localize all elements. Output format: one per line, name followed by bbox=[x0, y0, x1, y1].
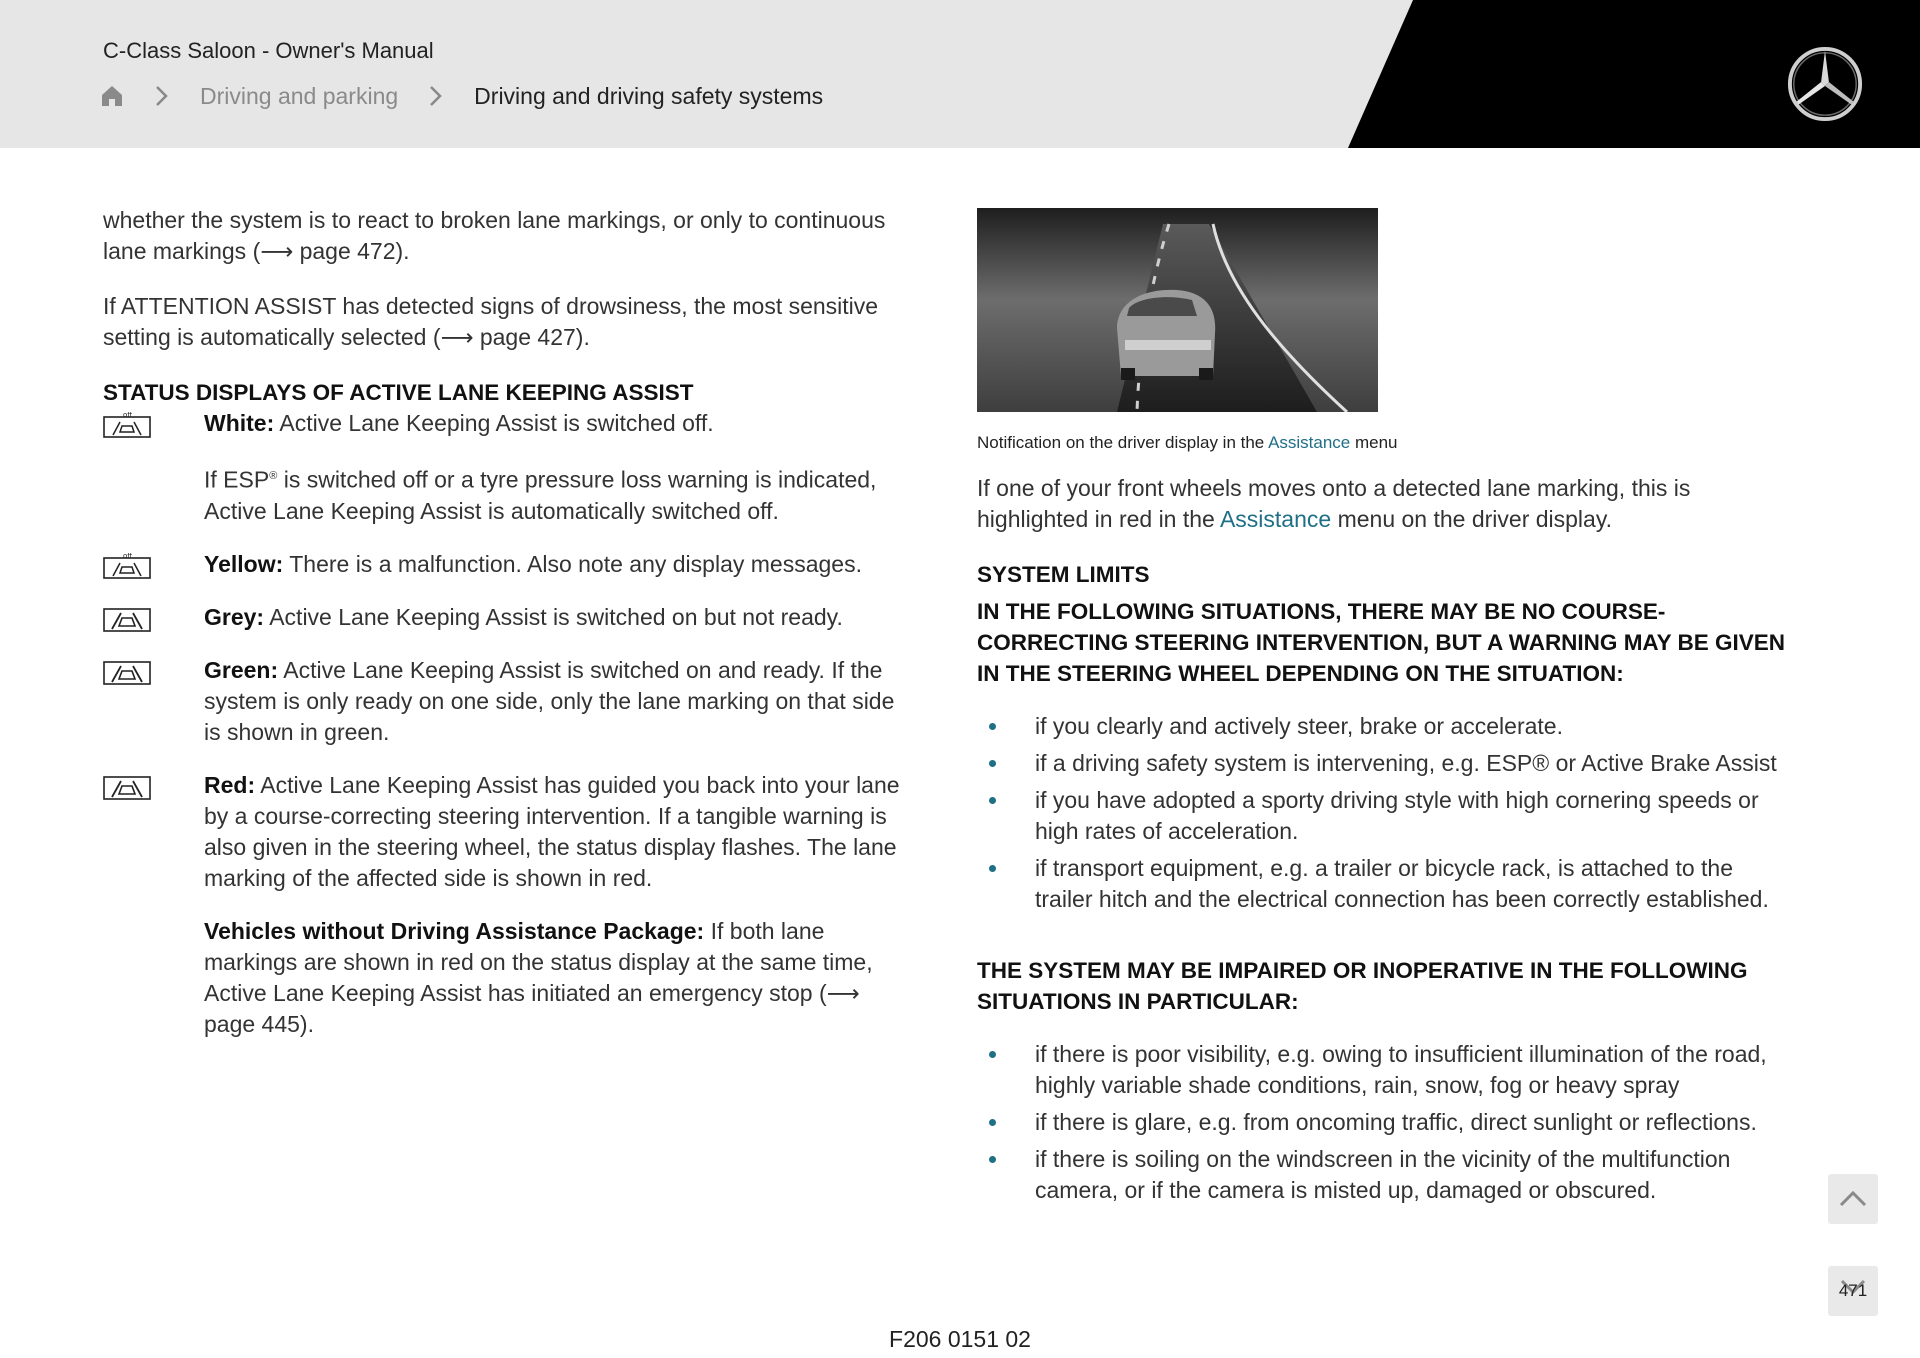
wheel-marking-paragraph: If one of your front wheels moves onto a detected lane marking, this is highlighted in red in the Assistance menu on the driver display. bbox=[977, 475, 1691, 532]
lane-keeping-off-icon bbox=[103, 553, 151, 579]
attention-assist-paragraph: If ATTENTION ASSIST has detected signs of drowsiness, the most sensitive setting is automatically selected (⟶ page 427). bbox=[103, 293, 879, 350]
status-row-red bbox=[103, 770, 903, 1040]
esp-note: If ESP® is switched off or a tyre pressure loss warning is indicated, Active Lane Keeping Assist is automatically switched off. bbox=[204, 466, 877, 524]
status-row-green bbox=[103, 655, 903, 748]
left-column bbox=[103, 205, 903, 1062]
list-item: if a driving safety system is intervening, e.g. ESP® or Active Brake Assist bbox=[977, 748, 1787, 779]
impaired-heading: THE SYSTEM MAY BE IMPAIRED OR INOPERATIVE IN THE FOLLOWING SITUATIONS IN PARTICULAR: bbox=[977, 958, 1748, 1014]
header-bar bbox=[0, 0, 1920, 148]
page-number-button[interactable] bbox=[1828, 1266, 1878, 1316]
right-column bbox=[977, 208, 1787, 1212]
svg-text:off: off bbox=[123, 552, 133, 560]
list-item: if you clearly and actively steer, brake or accelerate. bbox=[977, 711, 1787, 742]
list-item: if there is soiling on the windscreen in the vicinity of the multifunction camera, or if the camera is misted up, damaged or obscured. bbox=[977, 1144, 1787, 1206]
status-displays-heading: STATUS DISPLAYS OF ACTIVE LANE KEEPING ASSIST bbox=[103, 380, 694, 405]
list-item: if there is poor visibility, e.g. owing to insufficient illumination of the road, highly variable shade conditions, rain, snow, fog or heavy spray bbox=[977, 1039, 1787, 1101]
lane-keeping-icon bbox=[103, 659, 151, 685]
system-limits-heading: SYSTEM LIMITS bbox=[977, 562, 1150, 587]
lane-keeping-icon bbox=[103, 606, 151, 632]
status-label-red: Red: bbox=[204, 771, 256, 798]
status-text-grey: Active Lane Keeping Assist is switched on but not ready. bbox=[264, 603, 843, 630]
list-item: if there is glare, e.g. from oncoming traffic, direct sunlight or reflections. bbox=[977, 1107, 1787, 1138]
intro-paragraph: whether the system is to react to broken lane markings, or only to continuous lane markings (⟶ page 472). bbox=[103, 207, 886, 264]
chevron-up-icon bbox=[1838, 1189, 1868, 1209]
status-text-white: Active Lane Keeping Assist is switched off. bbox=[274, 410, 714, 436]
lane-keeping-off-icon bbox=[103, 412, 151, 438]
assistance-link[interactable]: Assistance bbox=[1219, 506, 1332, 532]
status-text-yellow: There is a malfunction. Also note any display messages. bbox=[283, 550, 862, 577]
page-number: 471 bbox=[1838, 1281, 1868, 1300]
breadcrumb-current: Driving and driving safety systems bbox=[474, 82, 824, 109]
list-item: if you have adopted a sporty driving style with high cornering speeds or high rates of acceleration. bbox=[977, 785, 1787, 847]
document-code: F206 0151 02 bbox=[889, 1326, 1031, 1352]
status-label-green: Green: bbox=[204, 656, 279, 683]
chevron-right-icon bbox=[152, 84, 170, 108]
status-row-grey bbox=[103, 602, 903, 633]
status-label-yellow: Yellow: bbox=[204, 550, 284, 577]
scroll-up-button[interactable] bbox=[1828, 1174, 1878, 1224]
three-pointed-star-logo bbox=[1786, 45, 1864, 123]
emergency-stop-note: Vehicles without Driving Assistance Package: If both lane markings are shown in red on the status display at the same time, Active Lane Keeping Assist has initiated an emergency stop (⟶ page 445). bbox=[204, 917, 873, 1037]
status-row-white bbox=[103, 408, 903, 527]
driver-display-image bbox=[977, 208, 1378, 412]
assistance-link[interactable]: Assistance bbox=[1268, 433, 1351, 452]
breadcrumb-driving-and-parking[interactable]: Driving and parking bbox=[200, 82, 399, 109]
list-item: if transport equipment, e.g. a trailer or bicycle rack, is attached to the trailer hitch and the electrical connection has been correctly established. bbox=[977, 853, 1787, 915]
doc-title: C-Class Saloon - Owner's Manual bbox=[103, 38, 434, 63]
status-label-grey: Grey: bbox=[204, 603, 265, 630]
status-label-white: White: bbox=[204, 410, 275, 436]
status-text-green: Active Lane Keeping Assist is switched on and ready. If the system is only ready on one side, only the lane marking on that side is shown in green. bbox=[204, 656, 895, 745]
svg-text:off: off bbox=[123, 412, 133, 419]
lane-keeping-icon bbox=[103, 774, 151, 800]
header-black-panel bbox=[0, 0, 1920, 148]
home-icon[interactable] bbox=[100, 84, 124, 108]
no-intervention-list bbox=[977, 711, 1787, 915]
breadcrumb bbox=[100, 80, 823, 112]
status-text-red: Active Lane Keeping Assist has guided you back into your lane by a course-correcting steering intervention. If a tangible warning is also given in the steering wheel, the status display flashes. The lane marking of the affected side is shown in red. bbox=[204, 771, 900, 891]
status-row-yellow bbox=[103, 549, 903, 580]
chevron-right-icon bbox=[426, 84, 444, 108]
image-caption: Notification on the driver display in the Assistance menu bbox=[977, 433, 1398, 452]
no-intervention-heading: IN THE FOLLOWING SITUATIONS, THERE MAY BE NO COURSE-CORRECTING STEERING INTERVENTION, BUT A WARNING MAY BE GIVEN IN THE STEERING WHEEL DEPENDING ON THE SITUATION: bbox=[977, 599, 1785, 686]
impaired-list bbox=[977, 1039, 1787, 1206]
